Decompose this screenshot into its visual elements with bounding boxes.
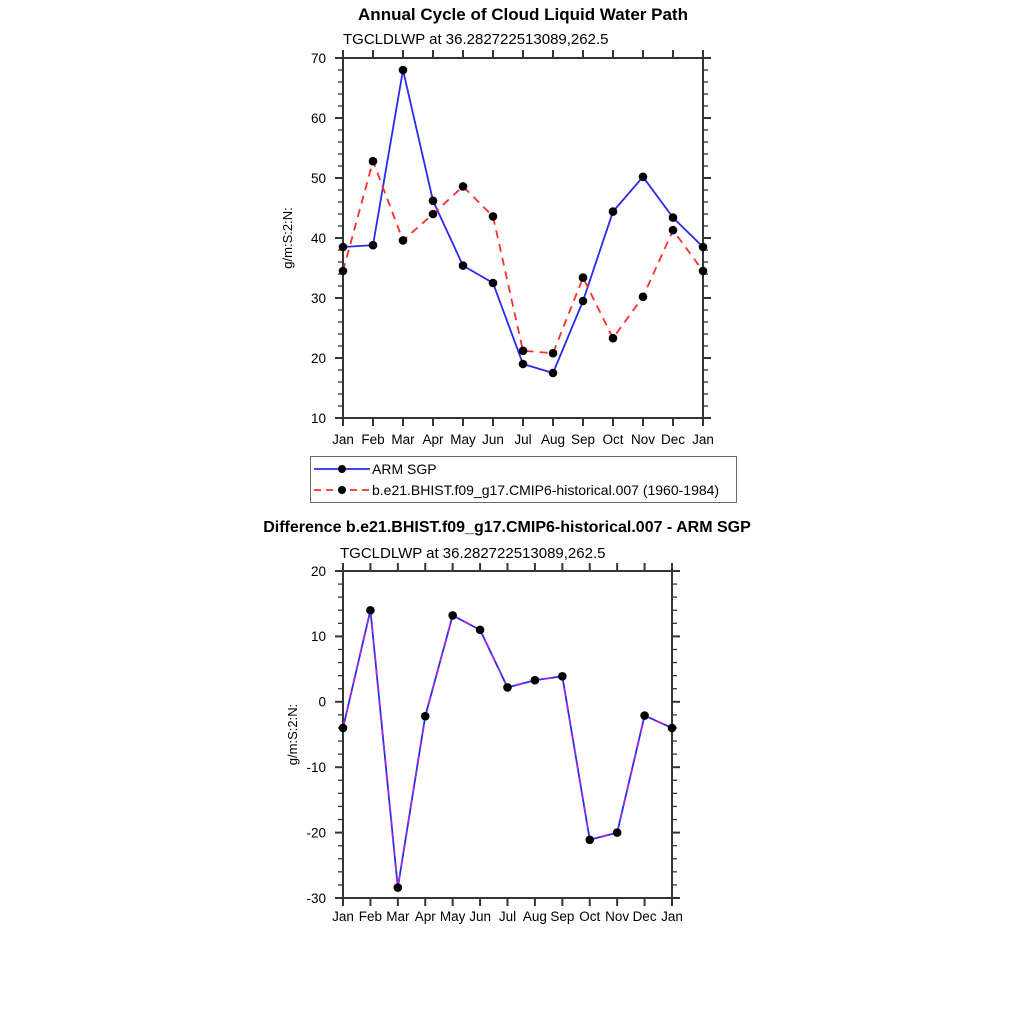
data-point-marker [558,672,567,681]
x-tick-label: Oct [602,432,624,447]
data-point-marker [519,347,528,356]
x-tick-label: Jul [498,909,517,924]
data-point-marker [399,66,408,75]
data-point-marker [369,157,378,166]
data-point-marker [699,243,708,252]
data-point-marker [549,349,558,358]
data-point-marker [399,236,408,245]
x-tick-label: Jan [332,432,354,447]
legend-marker-dot [338,465,346,473]
x-tick-label: Jun [482,432,504,447]
x-tick-label: Jul [514,432,532,447]
data-point-marker [640,711,649,720]
legend-label-model: b.e21.BHIST.f09_g17.CMIP6-historical.007 (1960-1984) [372,482,720,498]
data-point-marker [519,360,528,369]
x-tick-label: Jan [692,432,714,447]
data-point-marker [639,173,648,182]
data-point-marker [613,828,622,837]
data-point-marker [585,835,594,844]
legend-marker-dot [338,486,346,494]
chart1-subtitle: TGCLDLWP at 36.282722513089,262.5 [343,31,609,48]
y-tick-label: 10 [310,629,326,645]
y-tick-label: 30 [310,290,326,306]
x-tick-label: Apr [414,909,436,924]
x-tick-label: Jan [661,909,683,924]
legend-box [310,456,737,503]
data-point-marker [669,226,678,235]
y-tick-label: 60 [310,110,326,126]
data-point-marker [489,279,498,288]
x-tick-label: Jan [332,909,354,924]
y-tick-label: -10 [306,760,326,775]
x-tick-label: Nov [605,909,630,924]
x-tick-label: Mar [386,909,410,924]
axis-frame [343,58,703,418]
data-point-marker [339,724,348,733]
data-point-marker [394,883,403,892]
x-tick-label: Feb [361,432,385,447]
data-point-marker [668,724,677,733]
data-point-marker [339,267,348,276]
data-point-marker [459,182,468,191]
chart2-title: Difference b.e21.BHIST.f09_g17.CMIP6-historical.007 - ARM SGP [263,519,751,536]
y-tick-label: 50 [310,170,326,186]
data-point-marker [531,676,540,685]
x-tick-label: Jun [469,909,491,924]
chart2-subtitle: TGCLDLWP at 36.282722513089,262.5 [340,545,606,562]
y-tick-label: -20 [306,825,326,841]
x-tick-label: Sep [570,432,596,447]
legend-label-arm-sgp: ARM SGP [372,461,437,477]
data-point-marker [669,213,678,222]
series-line-1 [343,70,703,373]
x-tick-label: Apr [422,432,444,447]
y-tick-label: 20 [310,563,326,579]
data-point-marker [609,334,618,343]
x-tick-label: Feb [358,909,383,924]
data-point-marker [339,243,348,252]
legend-item-arm-sgp [311,459,736,479]
y-tick-label: -30 [306,890,326,906]
y-tick-label: 0 [318,694,326,710]
y-axis-title: g/m:S:2:N: [280,207,295,269]
data-point-marker [699,267,708,276]
x-tick-label: Aug [522,909,547,924]
y-tick-label: 10 [310,410,326,426]
x-tick-label: Mar [391,432,415,447]
data-point-marker [448,611,457,620]
x-tick-label: Nov [630,432,656,447]
series-line-overlay-dash [343,610,672,887]
data-point-marker [429,197,438,206]
y-tick-label: 70 [310,50,326,66]
x-tick-label: Dec [660,432,686,447]
y-axis-title: g/m:S:2:N: [285,703,300,766]
data-point-marker [459,261,468,270]
data-point-marker [421,712,430,721]
data-point-marker [429,210,438,219]
legend-line-sample-solid [313,463,371,475]
legend-line-sample-dashed [313,484,371,496]
data-point-marker [609,207,618,216]
y-tick-label: 20 [310,350,326,366]
x-tick-label: Sep [550,909,575,924]
x-tick-label: Oct [579,909,601,924]
axis-frame [343,571,672,898]
x-tick-label: Aug [540,432,566,447]
y-tick-label: 40 [310,230,326,246]
chart1-title: Annual Cycle of Cloud Liquid Water Path [358,5,688,24]
legend-item-model [311,480,736,500]
data-point-marker [489,212,498,221]
series-line-1 [343,610,672,887]
data-point-marker [503,683,512,692]
data-point-marker [579,297,588,306]
data-point-marker [579,273,588,282]
x-tick-label: May [450,432,476,447]
x-tick-label: Dec [632,909,657,924]
data-point-marker [549,369,558,378]
data-point-marker [476,626,485,635]
data-point-marker [369,241,378,250]
x-tick-label: May [439,909,466,924]
data-point-marker [366,606,375,615]
series-line-2 [343,161,703,353]
data-point-marker [639,293,648,302]
